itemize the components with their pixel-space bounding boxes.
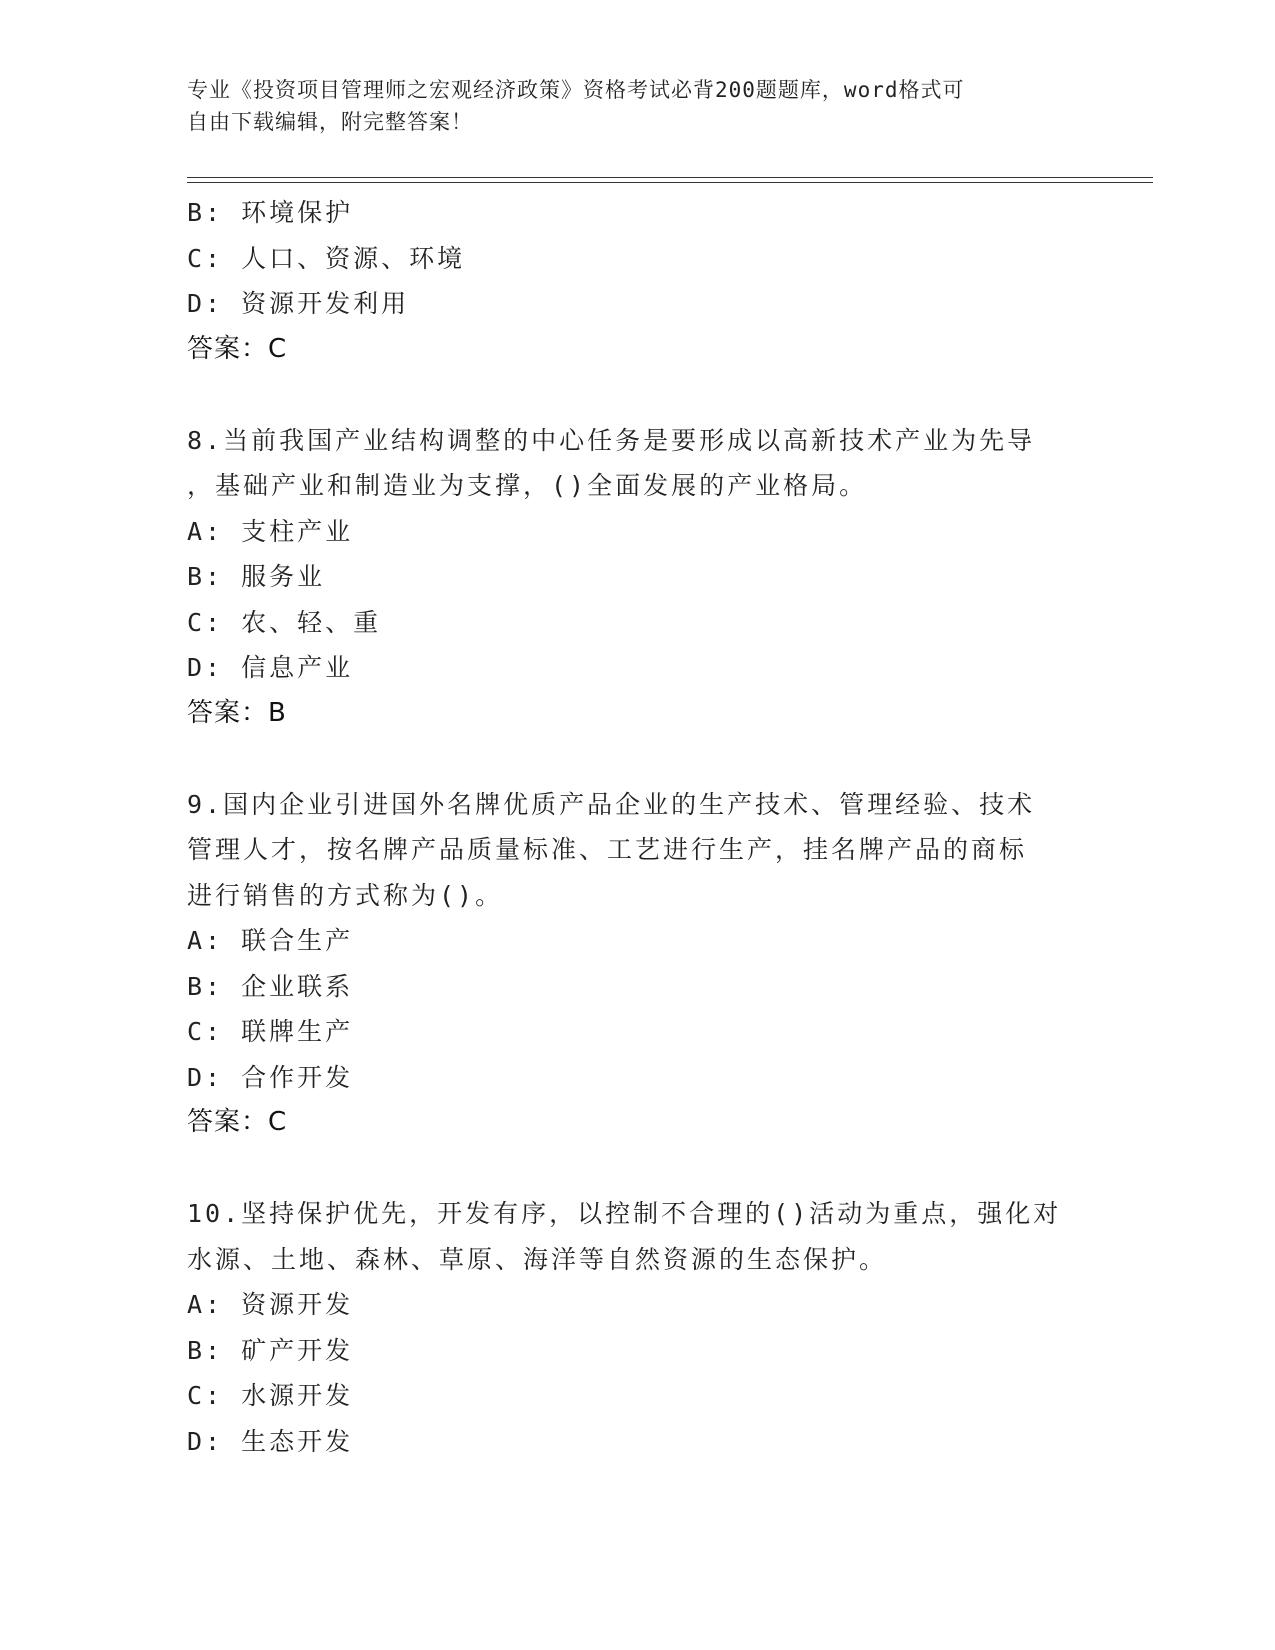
option-b: B: 企业联系	[187, 971, 354, 1001]
question-stem-line: 10.坚持保护优先，开发有序，以控制不合理的()活动为重点，强化对	[187, 1199, 1062, 1228]
question-8	[187, 418, 1067, 737]
question-stem-line: 8.当前我国产业结构调整的中心任务是要形成以高新技术产业为先导	[187, 425, 1036, 455]
option-c: C: 农、轻、重	[187, 607, 382, 637]
option-c: C: 人口、资源、环境	[187, 243, 466, 273]
spacer	[187, 736, 1067, 782]
option-d: D: 合作开发	[187, 1062, 354, 1092]
option-a: A: 资源开发	[187, 1290, 354, 1319]
spacer	[187, 1146, 1067, 1192]
header-divider-top	[187, 177, 1153, 178]
answer-line: 答案：B	[187, 697, 287, 728]
spacer	[187, 372, 1067, 418]
question-stem-line: 管理人才，按名牌产品质量标准、工艺进行生产，挂名牌产品的商标	[187, 835, 1028, 864]
option-d: D: 信息产业	[187, 653, 354, 682]
question-stem-line: 水源、土地、森林、草原、海洋等自然资源的生态保护。	[187, 1244, 888, 1274]
question-stem-line: 9.国内企业引进国外名牌优质产品企业的生产技术、管理经验、技术	[187, 789, 1036, 819]
option-a: A: 支柱产业	[187, 516, 354, 546]
header-title-line-2: 自由下载编辑，附完整答案！	[187, 110, 473, 134]
option-b: B: 服务业	[187, 562, 326, 591]
option-d: D: 生态开发	[187, 1426, 354, 1456]
question-10	[187, 1191, 1067, 1464]
header-title-line-1: 专业《投资项目管理师之宏观经济政策》资格考试必背200题题库，word格式可	[187, 78, 965, 102]
question-stem-line: 进行销售的方式称为()。	[187, 880, 504, 910]
option-b: B: 矿产开发	[187, 1335, 354, 1365]
answer-line: 答案：C	[187, 1107, 288, 1137]
question-stem-line: ，基础产业和制造业为支撑，()全面发展的产业格局。	[187, 471, 868, 500]
question-7-tail	[187, 190, 1067, 372]
header-divider-bottom	[187, 182, 1153, 183]
option-c: C: 联牌生产	[187, 1017, 354, 1046]
question-list	[187, 190, 1067, 1464]
option-b: B: 环境保护	[187, 198, 354, 227]
document-header	[187, 74, 1067, 138]
option-d: D: 资源开发利用	[187, 289, 410, 318]
option-c: C: 水源开发	[187, 1381, 354, 1410]
question-9	[187, 782, 1067, 1146]
option-a: A: 联合生产	[187, 926, 354, 955]
answer-line: 答案：C	[187, 333, 288, 364]
